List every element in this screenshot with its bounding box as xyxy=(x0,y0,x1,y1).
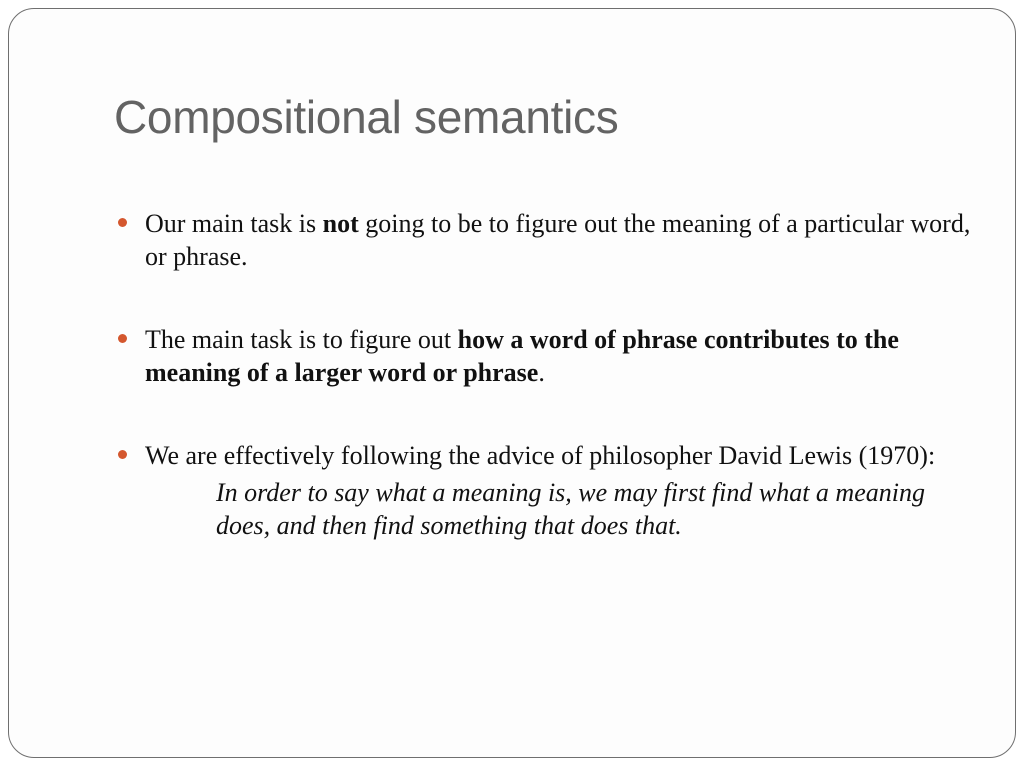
bullet-1-text-before: Our main task is xyxy=(145,209,323,238)
bullet-1-text-after: going to be to figure out the meaning of a particular word, or phrase. xyxy=(145,209,971,271)
bullet-item-3 xyxy=(116,439,976,542)
bullet-dot-icon xyxy=(118,334,127,343)
slide-title: Compositional semantics xyxy=(114,91,619,143)
bullet-dot-icon xyxy=(118,218,127,227)
bullet-item-2 xyxy=(116,323,976,389)
bullet-2-text-before: The main task is to figure out xyxy=(145,325,458,354)
bullet-2-text-after: . xyxy=(538,358,545,387)
bullet-dot-icon xyxy=(118,450,127,459)
slide xyxy=(8,8,1016,758)
bullet-3-text: We are effectively following the advice of philosopher David Lewis (1970): xyxy=(145,441,936,470)
bullet-2-emphasis: how a word of phrase contributes to the meaning of a larger word or phrase xyxy=(145,325,899,387)
bullet-item-1 xyxy=(116,207,976,273)
bullet-1-emphasis: not xyxy=(322,209,359,238)
lewis-quote: In order to say what a meaning is, we may first find what a meaning does, and then find something that does that. xyxy=(216,478,925,540)
bullet-list xyxy=(116,207,976,542)
